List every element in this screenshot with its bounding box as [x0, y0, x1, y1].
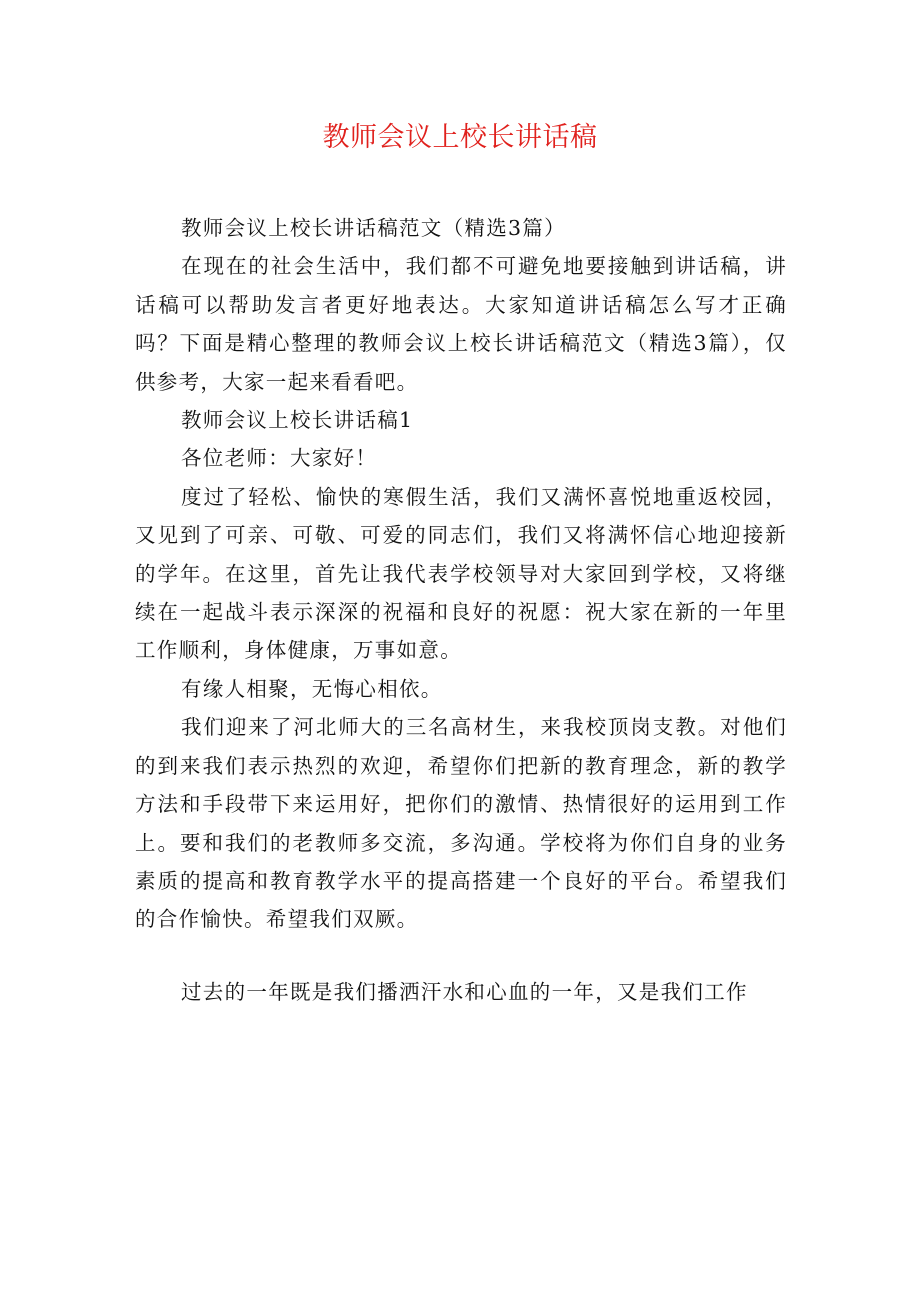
paragraph-body-3: 我们迎来了河北师大的三名高材生，来我校顶岗支教。对他们的到来我们表示热烈的欢迎，希望你们把新的教育理念，新的教学方法和手段带下来运用好，把你们的激情、热情很好的运用到工作上。要和我们的老教师多交流，多沟通。学校将为你们自身的业务素质的提高和教育教学水平的提高搭建一个良好的平台。希望我们的合作愉快。希望我们双厥。 — [135, 715, 787, 932]
paragraph-section-heading: 教师会议上校长讲话稿1 — [181, 408, 414, 433]
paragraph-intro-heading: 教师会议上校长讲话稿范文（精选3篇） — [181, 216, 566, 240]
document-body — [135, 209, 787, 1011]
paragraph-salutation: 各位老师：大家好！ — [181, 446, 378, 471]
paragraph-body-2: 有缘人相聚，无悔心相依。 — [181, 676, 443, 701]
paragraph-body-4: 过去的一年既是我们播洒汗水和心血的一年，又是我们工作 — [181, 979, 748, 1004]
document-title: 教师会议上校长讲话稿 — [322, 122, 598, 153]
paragraph-intro: 在现在的社会生活中，我们都不可避免地要接触到讲话稿，讲话稿可以帮助发言者更好地表达。大家知道讲话稿怎么写才正确吗？下面是精心整理的教师会议上校长讲话稿范文（精选3篇），仅供参考，大家一起来看看吧。 — [135, 254, 787, 394]
paragraph-body-1: 度过了轻松、愉快的寒假生活，我们又满怀喜悦地重返校园，又见到了可亲、可敬、可爱的同志们，我们又将满怀信心地迎接新的学年。在这里，首先让我代表学校领导对大家回到学校，又将继续在一起战斗表示深深的祝福和良好的祝愿：祝大家在新的一年里工作顺利，身体健康，万事如意。 — [135, 484, 787, 663]
